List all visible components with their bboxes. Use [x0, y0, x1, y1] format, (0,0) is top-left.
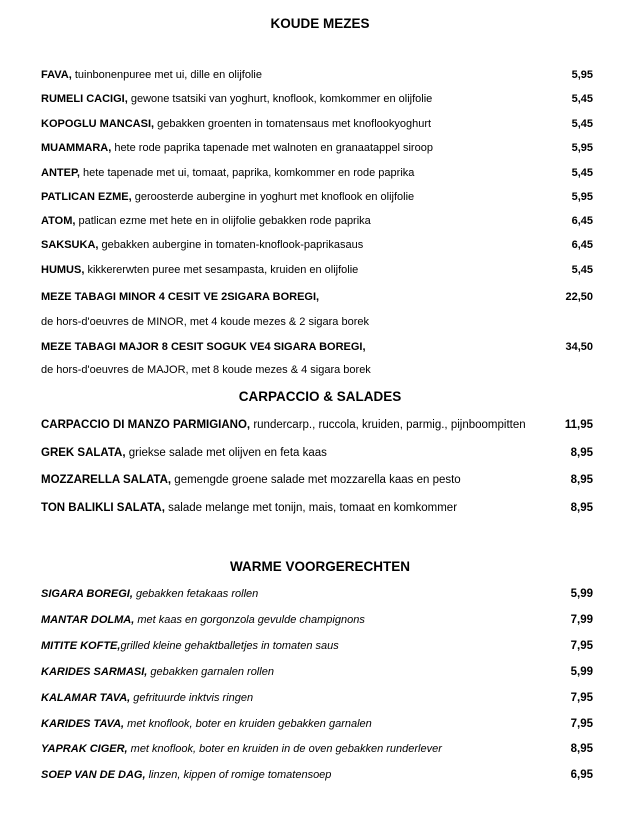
item-name: ANTEP,: [41, 167, 80, 179]
item-description: patlican ezme met hete en in olijfolie gebakken rode paprika: [75, 215, 371, 227]
item-name: KOPOGLU MANCASI,: [41, 118, 155, 130]
item-description: rundercarp., ruccola, kruiden, parmig., pijnboompitten: [250, 419, 526, 431]
item-price: 5,45: [571, 167, 593, 179]
item-name: GREK SALATA,: [41, 447, 126, 459]
menu-item-yaprak-ciger: [41, 741, 593, 757]
item-text: [41, 500, 457, 516]
item-text: [41, 664, 274, 680]
item-price: 7,95: [570, 718, 593, 730]
item-name: SOEP VAN DE DAG,: [41, 769, 146, 781]
item-description: griekse salade met olijven en feta kaas: [125, 447, 327, 459]
menu-item-muammara: [41, 140, 593, 156]
item-description: gebakken garnalen rollen: [147, 666, 274, 678]
item-description: gewone tsatsiki van yoghurt, knoflook, komkommer en olijfolie: [127, 93, 433, 105]
menu-item-sigara-boregi: [41, 586, 593, 602]
item-price: 5,99: [570, 588, 593, 600]
item-text: [41, 67, 262, 83]
item-price: 7,99: [570, 614, 593, 626]
item-description: gefrituurde inktvis ringen: [130, 692, 254, 704]
item-name: TON BALIKLI SALATA,: [41, 502, 165, 514]
item-price: 8,95: [570, 743, 593, 755]
menu-item-ton-balikli-salata: [41, 500, 593, 516]
menu-item-humus: [41, 262, 593, 278]
item-text: [41, 472, 461, 488]
section-title-carpaccio-salades: CARPACCIO & SALADES: [238, 389, 402, 404]
item-name: MITITE KOFTE,: [41, 640, 121, 652]
item-price: 5,99: [570, 666, 593, 678]
menu-item-karides-tava: [41, 716, 593, 732]
item-price: 6,95: [570, 769, 593, 781]
item-name: RUMELI CACIGI,: [41, 93, 128, 105]
menu-item-soep-van-de-dag: [41, 767, 593, 783]
menu-item-mantar-dolma: [41, 612, 593, 628]
item-price: 6,45: [571, 239, 593, 251]
item-description: gemengde groene salade met mozzarella kaas en pesto: [171, 474, 461, 486]
item-description: met knoflook, boter en kruiden gebakken garnalen: [124, 718, 372, 730]
section-title-warme-voorgerechten: WARME VOORGERECHTEN: [229, 559, 410, 574]
item-price: 5,95: [571, 191, 593, 203]
item-description: kikkererwten puree met sesampasta, kruiden en olijfolie: [84, 264, 359, 276]
item-name: MEZE TABAGI MINOR 4 CESIT VE 2SIGARA BOREGI,: [41, 291, 320, 303]
item-text: [41, 741, 442, 757]
item-text: [41, 91, 432, 107]
item-text: [41, 716, 372, 732]
item-text: [41, 237, 363, 253]
item-text: [41, 165, 414, 181]
item-text: [41, 289, 319, 305]
item-price: 5,45: [571, 93, 593, 105]
item-price: 34,50: [565, 341, 593, 353]
menu-item-carpaccio: [41, 417, 593, 433]
item-price: 7,95: [570, 640, 593, 652]
item-description: hete tapenade met ui, tomaat, paprika, komkommer en rode paprika: [79, 167, 415, 179]
menu-item-karides-sarmasi: [41, 664, 593, 680]
item-price: 5,45: [571, 264, 593, 276]
item-text: [41, 339, 366, 355]
item-name: FAVA,: [41, 69, 72, 81]
menu-item-saksuka: [41, 237, 593, 253]
menu-item-rumeli-cacigi: [41, 91, 593, 107]
menu-item-meze-tabagi-minor: [41, 289, 593, 305]
item-description: gebakken aubergine in tomaten-knoflook-paprikasaus: [98, 239, 364, 251]
item-description: geroosterde aubergine in yoghurt met knoflook en olijfolie: [131, 191, 415, 203]
item-name: KARIDES SARMASI,: [41, 666, 148, 678]
item-description: salade melange met tonijn, mais, tomaat en komkommer: [164, 502, 458, 514]
item-text: [41, 586, 258, 602]
section-title-koude-mezes: KOUDE MEZES: [270, 16, 370, 31]
item-price: 11,95: [564, 419, 593, 431]
item-description: met knoflook, boter en kruiden in de oven gebakken runderlever: [127, 743, 442, 755]
item-name: HUMUS,: [41, 264, 85, 276]
item-description: hete rode paprika tapenade met walnoten en granaatappel siroop: [111, 142, 433, 154]
item-text: [41, 417, 526, 433]
item-text: [41, 116, 431, 132]
item-name: MANTAR DOLMA,: [41, 614, 135, 626]
item-text: [41, 445, 327, 461]
item-name: KARIDES TAVA,: [41, 718, 125, 730]
menu-item-patlican-ezme: [41, 189, 593, 205]
item-text: [41, 612, 365, 628]
menu-item-mitite-kofte: [41, 638, 593, 654]
item-price: 5,95: [571, 69, 593, 81]
item-name: MEZE TABAGI MAJOR 8 CESIT SOGUK VE4 SIGARA BOREGI,: [41, 341, 366, 353]
item-text: [41, 189, 414, 205]
item-price: 5,95: [571, 142, 593, 154]
item-name: ATOM,: [41, 215, 76, 227]
item-text: [41, 767, 331, 783]
item-description: met kaas en gorgonzola gevulde champignons: [134, 614, 365, 626]
item-price: 7,95: [570, 692, 593, 704]
item-text: [41, 140, 433, 156]
item-name: YAPRAK CIGER,: [41, 743, 128, 755]
item-name: SAKSUKA,: [41, 239, 99, 251]
item-name: PATLICAN EZME,: [41, 191, 132, 203]
item-price: 8,95: [570, 474, 593, 486]
item-price: 5,45: [571, 118, 593, 130]
menu-item-atom: [41, 213, 593, 229]
item-price: 8,95: [570, 447, 593, 459]
menu-item-antep: [41, 165, 593, 181]
item-text: [41, 262, 358, 278]
menu-item-kalamar-tava: [41, 690, 593, 706]
item-price: 22,50: [565, 291, 593, 303]
item-name: KALAMAR TAVA,: [41, 692, 131, 704]
item-text: [41, 213, 371, 229]
item-text: [41, 690, 253, 706]
item-description: grilled kleine gehaktballetjes in tomaten saus: [120, 640, 339, 652]
item-name: SIGARA BOREGI,: [41, 588, 133, 600]
item-text: [41, 638, 339, 654]
item-name: MUAMMARA,: [41, 142, 112, 154]
item-description: gebakken fetakaas rollen: [132, 588, 259, 600]
menu-item-kopoglu-mancasi: [41, 116, 593, 132]
menu-item-grek-salata: [41, 445, 593, 461]
platter-description: de hors-d'oeuvres de MINOR, met 4 koude mezes & 2 sigara borek: [41, 316, 369, 328]
item-description: linzen, kippen of romige tomatensoep: [145, 769, 332, 781]
platter-description: de hors-d'oeuvres de MAJOR, met 8 koude mezes & 4 sigara borek: [41, 364, 371, 376]
item-description: gebakken groenten in tomatensaus met knoflookyoghurt: [154, 118, 432, 130]
item-name: MOZZARELLA SALATA,: [41, 474, 172, 486]
menu-item-meze-tabagi-major: [41, 339, 593, 355]
item-description: tuinbonenpuree met ui, dille en olijfolie: [71, 69, 262, 81]
item-name: CARPACCIO DI MANZO PARMIGIANO,: [41, 419, 251, 431]
menu-item-mozzarella-salata: [41, 472, 593, 488]
menu-item-fava: [41, 67, 593, 83]
item-price: 8,95: [570, 502, 593, 514]
item-price: 6,45: [571, 215, 593, 227]
